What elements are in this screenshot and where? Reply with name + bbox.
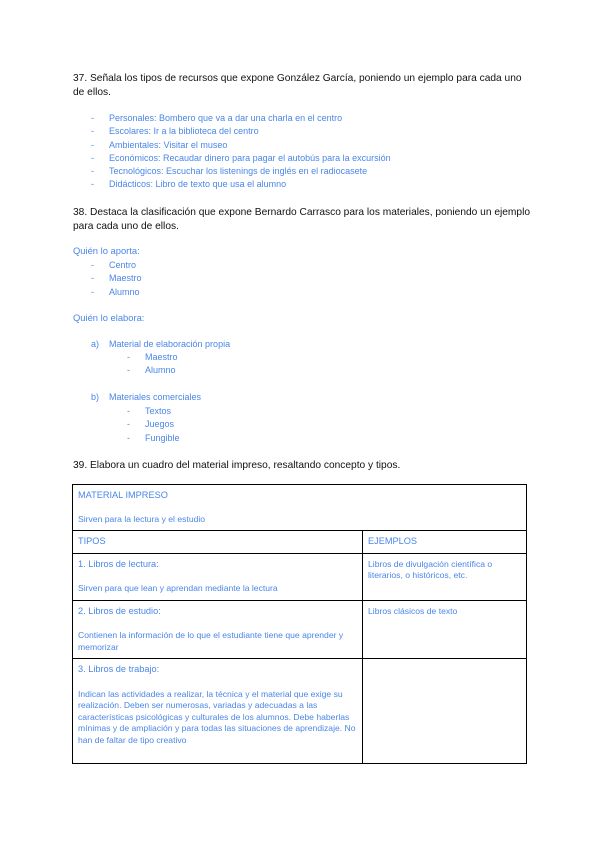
type-cell — [73, 553, 363, 600]
column-header-ejemplos: EJEMPLOS — [363, 531, 527, 554]
type-description: Sirven para que lean y aprendan mediante la lectura — [78, 583, 278, 593]
list-item: - Ambientales: Visitar el museo — [91, 139, 228, 150]
group-a-marker: a) — [91, 339, 100, 349]
group-b-list — [127, 405, 180, 445]
aporta-list — [91, 259, 142, 299]
group-b-heading — [91, 392, 201, 402]
table-concept-cell — [73, 485, 527, 531]
printed-material-table — [72, 484, 527, 764]
aporta-label: Quién lo aporta: — [73, 245, 140, 256]
example-cell — [363, 659, 527, 764]
group-a-list — [127, 351, 178, 378]
list-item: - Personales: Bombero que va a dar una charla en el centro — [91, 113, 343, 123]
table-row — [73, 600, 527, 659]
group-a-label: Material de elaboración propia — [109, 339, 231, 349]
list-item: - Alumno — [127, 365, 176, 376]
table-row — [73, 659, 527, 764]
list-item: - Alumno — [91, 286, 140, 297]
list-item: - Maestro — [127, 352, 178, 362]
list-item: - Centro — [91, 260, 137, 270]
example-cell: Libros de divulgación científica o literarios, o históricos, etc. — [363, 553, 527, 600]
list-item: - Maestro — [91, 273, 142, 284]
table-row — [73, 553, 527, 600]
table-concept: Sirven para la lectura y el estudio — [78, 513, 206, 524]
column-header-tipos: TIPOS — [73, 531, 363, 554]
type-description: Indican las actividades a realizar, la técnica y el material que exige su realización. Deben ser numerosas, variadas y adecuadas a las características psicológicas y culturales de los alumnos. Debe haberlas mínimas y de ampliación y para todas las situaciones de aprendizaje. No han de faltar de tipo creativo — [78, 688, 356, 745]
type-title: 1. Libros de lectura: — [78, 558, 159, 569]
list-item: - Juegos — [127, 419, 175, 430]
list-item: - Textos — [127, 406, 172, 416]
resource-types-list — [91, 112, 391, 192]
table-header-row — [73, 485, 527, 531]
list-item: - Didácticos: Libro de texto que usa el alumno — [91, 179, 287, 190]
type-cell — [73, 600, 363, 659]
question-39-title: 39. Elabora un cuadro del material impreso, resaltando concepto y tipos. — [73, 460, 401, 471]
group-b-marker: b) — [91, 392, 100, 402]
elabora-label: Quién lo elabora: — [73, 312, 145, 323]
type-cell — [73, 659, 363, 764]
list-item: - Fungible — [127, 432, 180, 443]
type-title: 2. Libros de estudio: — [78, 605, 161, 616]
list-item: - Económicos: Recaudar dinero para pagar el autobús para la excursión — [91, 152, 391, 163]
table-heading: MATERIAL IMPRESO — [78, 490, 168, 500]
list-item: - Escolares: Ir a la biblioteca del centro — [91, 126, 259, 137]
group-b-label: Materiales comerciales — [109, 392, 202, 402]
type-description: Contienen la información de lo que el estudiante tiene que aprender y memorizar — [78, 630, 344, 652]
type-title: 3. Libros de trabajo: — [78, 664, 160, 674]
example-cell: Libros clásicos de texto — [363, 600, 527, 659]
table-column-headers — [73, 531, 527, 554]
list-item: - Tecnológicos: Escuchar los listenings de inglés en el radiocasete — [91, 166, 368, 177]
question-38-title: 38. Destaca la clasificación que expone Bernardo Carrasco para los materiales, poniendo un ejemplo para cada uno de ellos. — [73, 207, 531, 232]
question-37-title: 37. Señala los tipos de recursos que expone González García, poniendo un ejemplo para cada uno de ellos. — [73, 73, 522, 98]
group-a-heading — [91, 339, 230, 349]
